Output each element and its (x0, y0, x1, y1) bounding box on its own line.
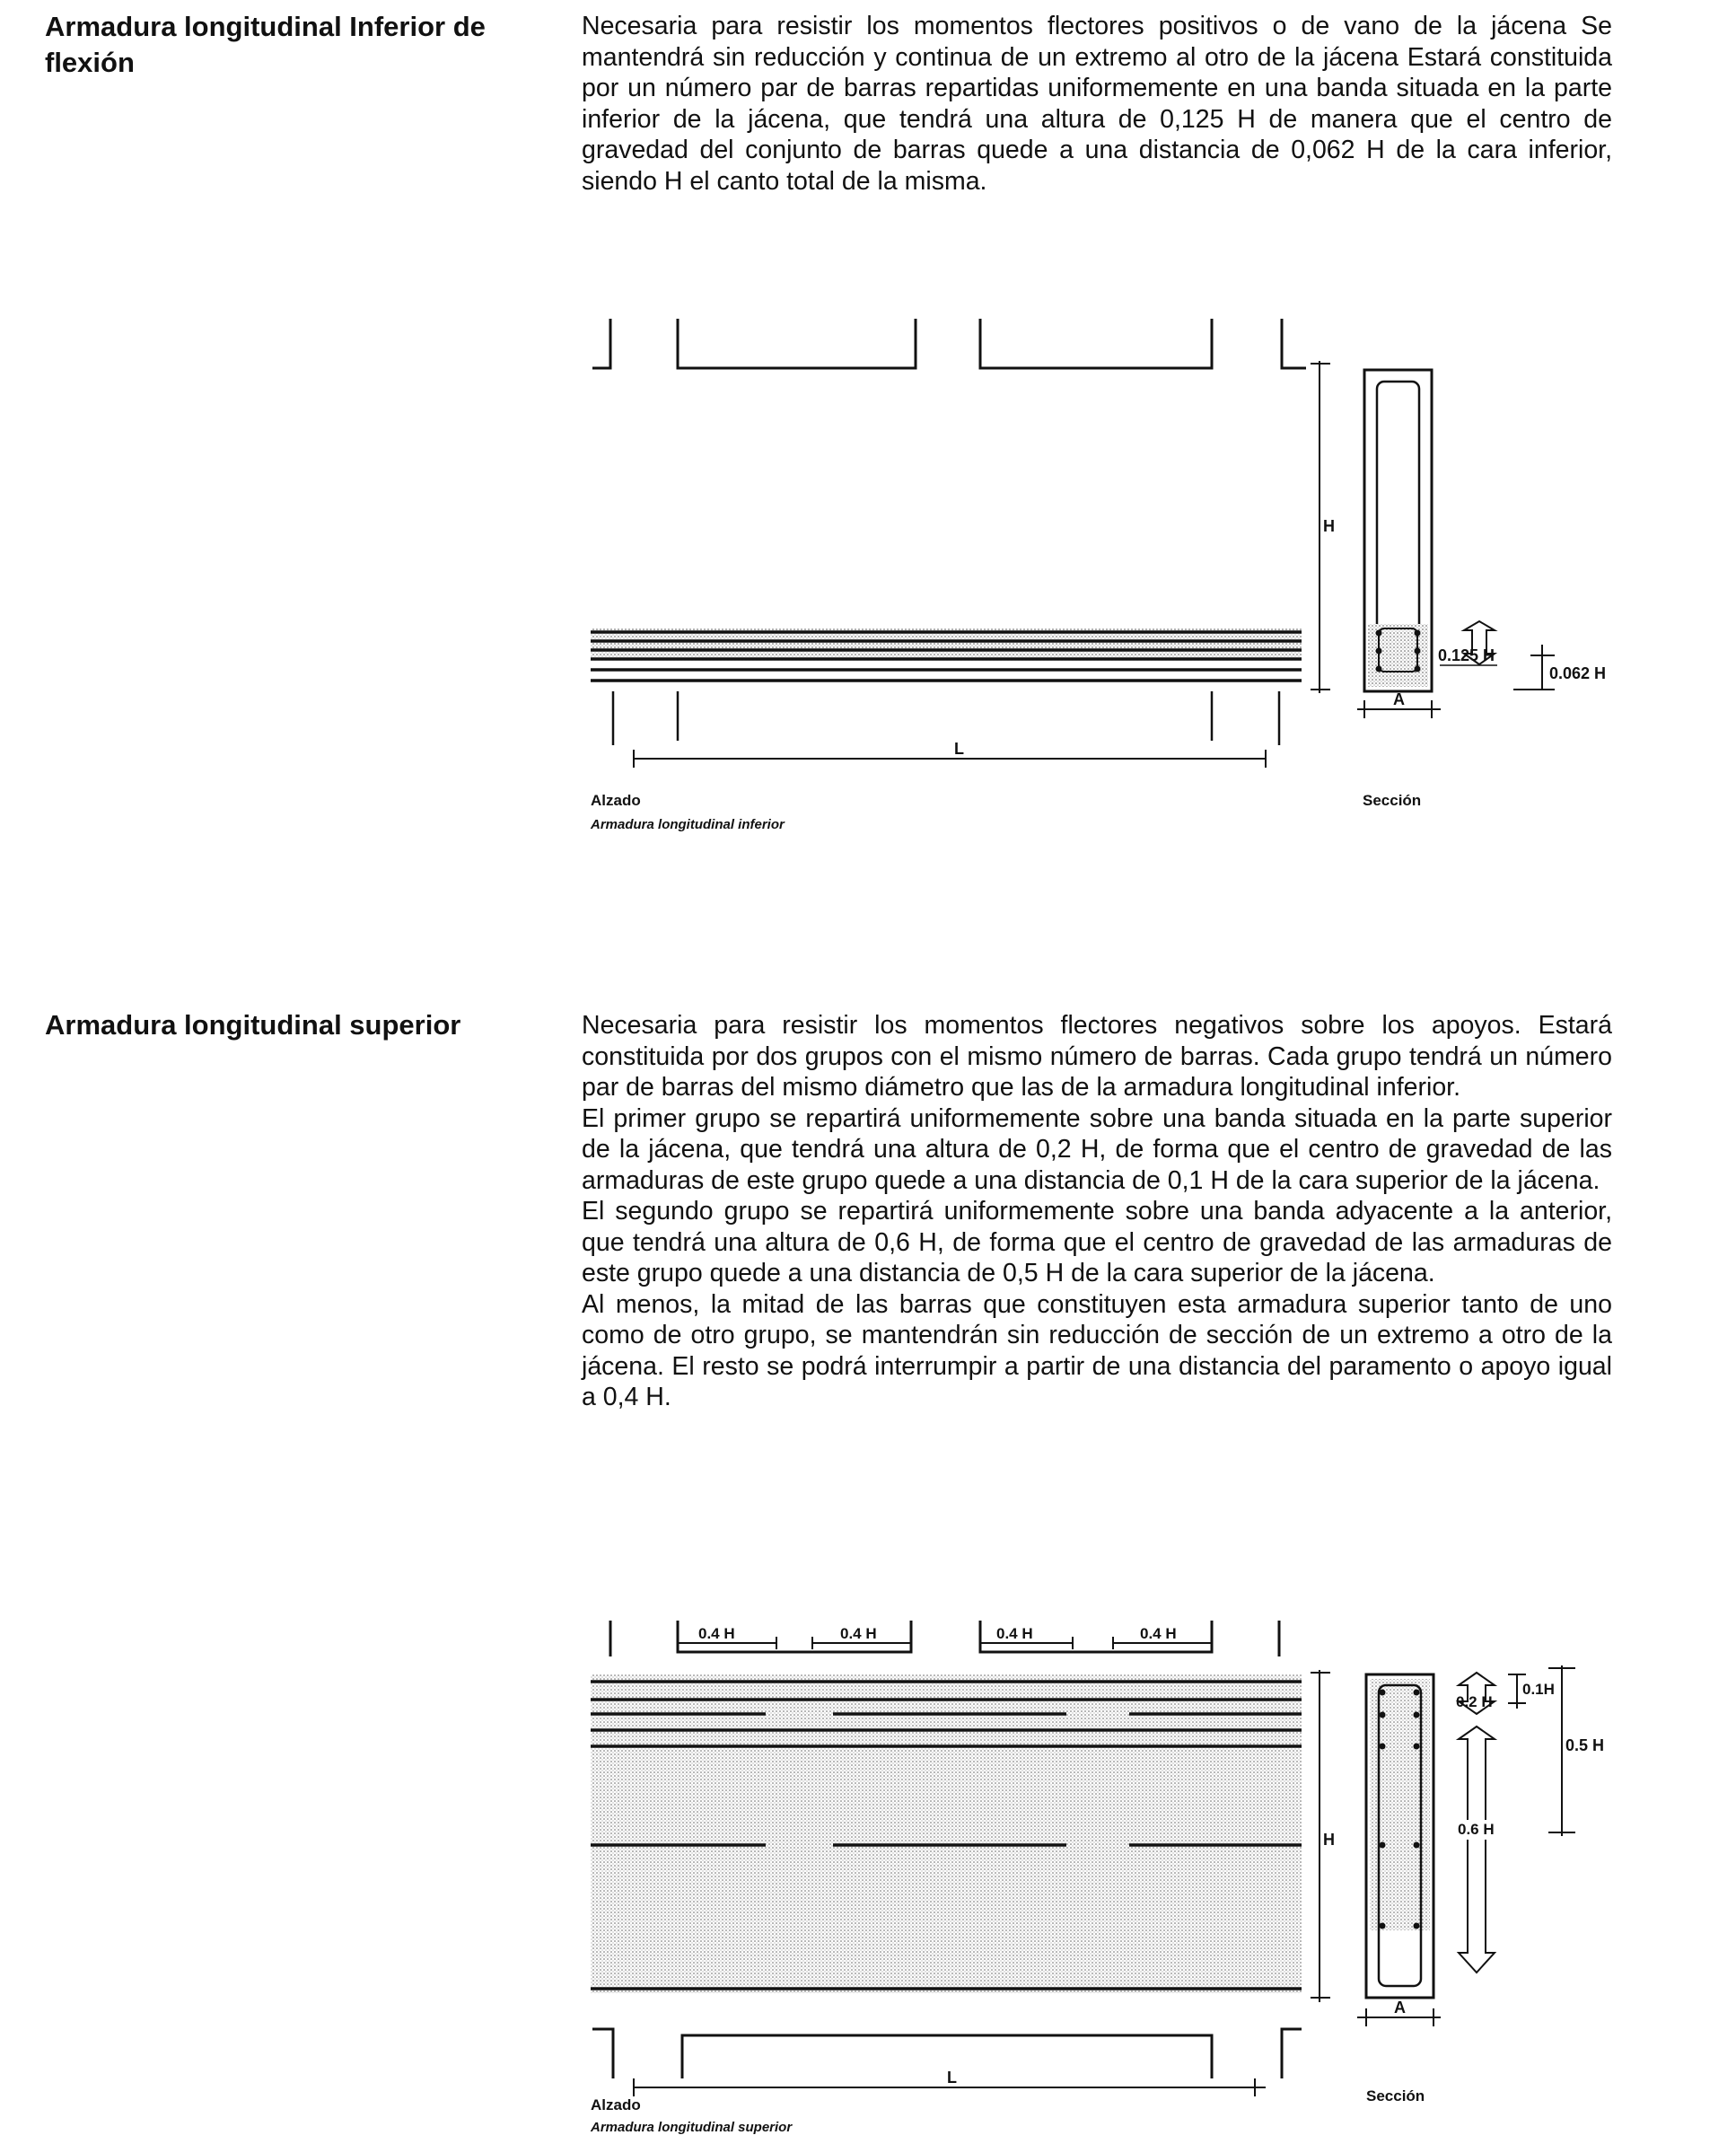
caption-section: Sección (1366, 2087, 1425, 2104)
label-h: H (1323, 1831, 1335, 1849)
upper-reinforcement-diagram (0, 1603, 1736, 2105)
label-d4: 0.4 H (1140, 1625, 1177, 1642)
label-l: L (947, 2069, 957, 2087)
section1-heading: Armadura longitudinal Inferior de flexión (45, 11, 486, 78)
section2-paragraph: El segundo grupo se repartirá uniformemente sobre una banda adyacente a la anterior, que tendrá una altura de 0,6 H, de forma que el centro de gravedad de las armaduras de este grupo quede a una distancia de 0,5 H de la cara superior de la jácena. (582, 1197, 1612, 1287)
section2-text (582, 1010, 1612, 1413)
label-g2: 0.6 H (1458, 1821, 1495, 1838)
label-d3: 0.4 H (996, 1625, 1033, 1642)
cross-section (1364, 370, 1432, 691)
lower-reinforcement-diagram (0, 287, 1736, 844)
label-band: 0.125 H (1438, 646, 1495, 664)
label-g1: 0.2 H (1456, 1693, 1493, 1710)
label-l: L (954, 740, 964, 758)
support-legs-bottom (613, 691, 1279, 745)
section1-figure (0, 287, 1736, 844)
label-c2: 0.5 H (1565, 1736, 1605, 1754)
cross-section (1366, 1674, 1434, 1998)
label-a: A (1394, 1999, 1406, 2017)
bottom-rebars (591, 628, 1302, 681)
support-right (1282, 319, 1306, 368)
dimension-l (634, 750, 1266, 768)
label-c1: 0.1H (1522, 1681, 1555, 1698)
section2-figure (0, 1603, 1736, 2144)
caption-elevation: Alzado (591, 792, 641, 809)
section2-heading: Armadura longitudinal superior (45, 1009, 461, 1041)
label-d2: 0.4 H (840, 1625, 877, 1642)
caption-elevation-sub: Armadura longitudinal superior (591, 2120, 793, 2135)
section1-paragraph: Necesaria para resistir los momentos flectores positivos o de vano de la jácena Se mantendrá sin reducción y continua de un extremo al otro de la jácena Estará constituida por un número par de barras repartidas uniformemente en una banda situada en la parte inferior de la jácena, que tendrá una altura de 0,125 H de manera que el centro de gravedad del conjunto de barras quede a una distancia de 0,062 H de la cara inferior, siendo H el canto total de la misma. (582, 12, 1612, 196)
caption-elevation-sub: Armadura longitudinal inferior (591, 817, 785, 832)
support-brackets-top (592, 319, 1306, 368)
support-inner-2 (980, 319, 1212, 368)
caption-section: Sección (1363, 792, 1422, 809)
label-h: H (1323, 517, 1335, 535)
caption-elevation: Alzado (591, 2096, 641, 2113)
section2-paragraph: Necesaria para resistir los momentos flectores negativos sobre los apoyos. Estará constituida por dos grupos con el mismo número de barras. Cada grupo tendrá un número par de barras del mismo diámetro que las de la armadura longitudinal inferior. (582, 1011, 1612, 1102)
dimensions-04h (678, 1637, 1212, 1649)
section2-paragraph: Al menos, la mitad de las barras que constituyen esta armadura superior tanto de uno como de otro grupo, se mantendrán sin reducción de sección de un extremo a otro de la jácena. El resto se podrá interrumpir a partir de una distancia del paramento o apoyo igual a 0,4 H. (582, 1289, 1612, 1411)
section2-paragraph: El primer grupo se repartirá uniformemente sobre una banda situada en la parte superior de la jácena, que tendrá una altura de 0,2 H, de forma que el centro de gravedad de las armaduras de este grupo quede a una distancia de 0,1 H de la cara superior de la jácena. (582, 1103, 1612, 1195)
label-d1: 0.4 H (698, 1625, 735, 1642)
label-cg: 0.062 H (1549, 664, 1607, 682)
label-a: A (1393, 690, 1405, 708)
band-arrow-06h (1459, 1727, 1495, 1973)
support-left (592, 319, 610, 368)
support-inner-1 (678, 319, 916, 368)
section1-text (582, 11, 1612, 197)
beam-body (591, 1674, 1302, 1993)
